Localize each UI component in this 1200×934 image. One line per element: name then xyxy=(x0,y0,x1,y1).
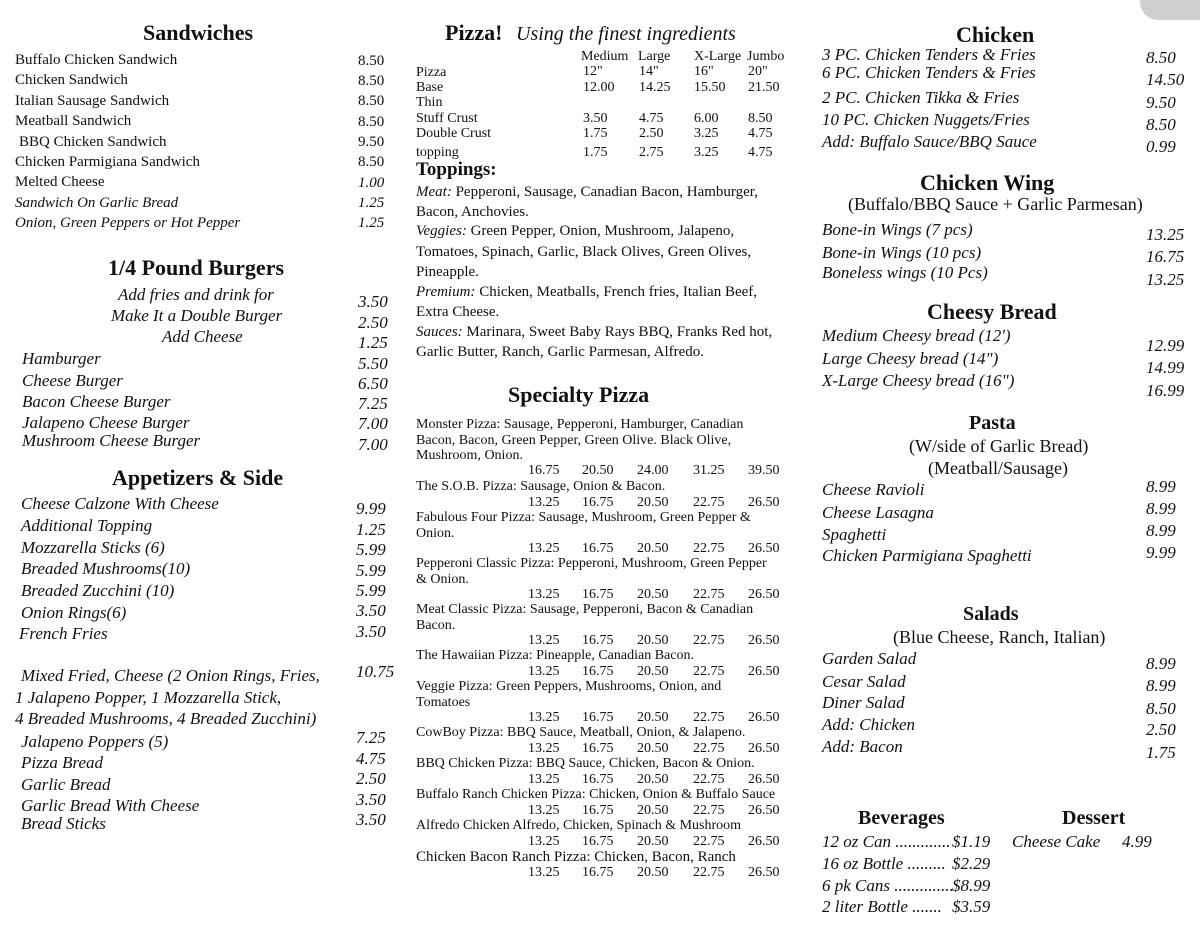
menu-item-name: Diner Salad xyxy=(822,693,905,712)
specialty-price: 16.75 xyxy=(582,802,614,818)
specialty-price: 26.50 xyxy=(748,802,780,818)
menu-item-name: X-Large Cheesy bread (16") xyxy=(822,371,1015,390)
specialty-price: 26.50 xyxy=(748,740,780,756)
pizza-row-price: 21.50 xyxy=(748,80,780,95)
specialty-price: 13.25 xyxy=(528,633,560,648)
menu-item-price: 7.00 xyxy=(358,414,388,433)
specialty-price: 20.50 xyxy=(637,771,669,787)
mixed-line-2: 1 Jalapeno Popper, 1 Mozzarella Stick, xyxy=(15,688,282,707)
menu-item-price: 12.99 xyxy=(1146,336,1185,355)
meat-line-1: Pepperoni, Sausage, Canadian Bacon, Hamburger, xyxy=(455,184,758,200)
menu-item-price: 1.75 xyxy=(1146,743,1176,762)
specialty-desc-line: Fabulous Four Pizza: Sausage, Mushroom, Green Pepper & xyxy=(416,510,751,525)
specialty-price: 16.75 xyxy=(528,463,560,478)
specialty-price: 31.25 xyxy=(693,463,725,478)
menu-item-price: 8.50 xyxy=(1146,699,1176,718)
menu-item-name: Garlic Bread xyxy=(21,775,111,794)
pizza-row-price: 4.75 xyxy=(639,111,664,126)
specialty-desc-line: Alfredo Chicken Alfredo, Chicken, Spinach & Mushroom xyxy=(416,818,742,833)
menu-item-name: 16 oz Bottle ......... xyxy=(822,854,946,873)
pizza-row-price: 6.00 xyxy=(694,111,719,126)
menu-item-name: BBQ Chicken Sandwich xyxy=(19,133,167,150)
pizza-row-price: 12.00 xyxy=(583,80,615,95)
menu-item-name: Mushroom Cheese Burger xyxy=(22,431,201,450)
specialty-price: 13.25 xyxy=(528,771,560,787)
menu-item-price: 16.75 xyxy=(1146,247,1185,266)
specialty-price: 16.75 xyxy=(582,740,614,756)
menu-item-price: 8.50 xyxy=(358,93,385,109)
menu-item-price: 1.25 xyxy=(356,520,386,539)
menu-item-name: Cheese Lasagna xyxy=(822,503,934,522)
menu-item-name: Jalapeno Cheese Burger xyxy=(22,413,190,432)
menu-item-name: Onion Rings(6) xyxy=(21,603,127,622)
menu-item-name: Buffalo Chicken Sandwich xyxy=(15,52,178,68)
menu-item-name: Onion, Green Peppers or Hot Pepper xyxy=(15,215,241,232)
mixed-line-1: Mixed Fried, Cheese (2 Onion Rings, Fries, xyxy=(21,666,320,685)
menu-item-name: Chicken Sandwich xyxy=(15,72,128,89)
sauces-line-2: Garlic Butter, Ranch, Garlic Parmesan, Alfredo. xyxy=(416,344,705,360)
menu-item-name: Bone-in Wings (7 pcs) xyxy=(822,220,973,239)
menu-item-price: 1.25 xyxy=(358,215,385,231)
menu-item-name: 3 PC. Chicken Tenders & Fries xyxy=(822,45,1036,64)
pizza-row-price: 3.50 xyxy=(583,111,608,126)
specialty-desc-line: Buffalo Ranch Chicken Pizza: Chicken, Onion & Buffalo Sauce xyxy=(416,787,776,802)
specialty-price: 22.75 xyxy=(693,494,725,510)
menu-item-name: 2 liter Bottle ....... xyxy=(822,897,942,916)
specialty-price: 16.75 xyxy=(582,771,614,787)
menu-item-name: Add: Buffalo Sauce/BBQ Sauce xyxy=(822,132,1037,151)
menu-item-name: Bacon Cheese Burger xyxy=(22,392,171,411)
specialty-desc-line: The Hawaiian Pizza: Pineapple, Canadian Bacon. xyxy=(416,648,694,663)
specialty-price: 20.50 xyxy=(582,463,614,478)
menu-item-price: 8.50 xyxy=(1146,115,1176,134)
menu-item-name: Breaded Zucchini (10) xyxy=(21,581,175,600)
menu-item-name: Cheese Ravioli xyxy=(822,480,925,499)
specialty-desc-line: Tomatoes xyxy=(416,694,471,710)
pizza-row-price: 2.50 xyxy=(639,126,664,141)
specialty-price: 22.75 xyxy=(693,587,725,602)
menu-item-price: $3.59 xyxy=(952,897,991,916)
pizza-row-price: 4.75 xyxy=(748,126,773,141)
specialty-price: 26.50 xyxy=(748,494,780,510)
menu-item-name: Spaghetti xyxy=(822,525,887,544)
menu-item-price: 8.99 xyxy=(1146,499,1176,518)
specialty-desc-line: The S.O.B. Pizza: Sausage, Onion & Bacon. xyxy=(416,479,666,494)
pizza-row-label: Pizza xyxy=(416,65,447,80)
premium-line-1: Chicken, Meatballs, French fries, Italian Beef, xyxy=(479,284,758,300)
menu-item-name: Cheese Burger xyxy=(22,371,123,390)
menu-item-price: 0.99 xyxy=(1146,137,1176,156)
dessert-item-price: 4.99 xyxy=(1122,832,1152,851)
pizza-row-label: Thin xyxy=(416,95,443,110)
menu-item-price: 1.25 xyxy=(358,333,388,352)
menu-item-price: 8.99 xyxy=(1146,654,1176,673)
pizza-row-label: Stuff Crust xyxy=(416,111,478,126)
menu-item-name: Garlic Bread With Cheese xyxy=(21,796,200,815)
specialty-price: 13.25 xyxy=(528,740,560,756)
specialty-price: 13.25 xyxy=(528,802,560,818)
pizza-row-price: 4.75 xyxy=(748,145,773,160)
beverages-title: Beverages xyxy=(858,807,945,829)
menu-item-price: 2.50 xyxy=(356,769,386,788)
menu-item-name: Bone-in Wings (10 pcs) xyxy=(822,243,982,262)
menu-item-price: 7.25 xyxy=(356,728,386,747)
specialty-price: 16.75 xyxy=(582,710,614,725)
veg-line-2: Tomatoes, Spinach, Garlic, Black Olives, Green Olives, xyxy=(416,244,752,260)
specialty-price: 13.25 xyxy=(528,541,560,556)
menu-item-name: Cheese Calzone With Cheese xyxy=(21,494,219,513)
specialty-price: 20.50 xyxy=(637,587,669,602)
menu-item-name: 6 PC. Chicken Tenders & Fries xyxy=(822,63,1036,82)
specialty-price: 16.75 xyxy=(582,864,614,880)
pizza-row-price: 1.75 xyxy=(583,145,608,160)
menu-item-name: Chicken Parmigiana Sandwich xyxy=(15,154,200,170)
menu-item-name: Hamburger xyxy=(22,349,101,368)
chicken-title: Chicken xyxy=(956,22,1035,47)
burgers-title: 1/4 Pound Burgers xyxy=(108,255,285,280)
menu-item-price: $8.99 xyxy=(952,876,991,895)
menu-item-price: 8.99 xyxy=(1146,521,1176,540)
specialty-price: 22.75 xyxy=(693,710,725,725)
specialty-price: 20.50 xyxy=(637,663,669,679)
mixed-price: 10.75 xyxy=(356,662,395,681)
toppings-title: Toppings: xyxy=(416,159,497,180)
menu-item-price: 2.50 xyxy=(1146,720,1176,739)
appetizers-title: Appetizers & Side xyxy=(112,465,284,490)
dessert-item-name: Cheese Cake xyxy=(1012,832,1101,851)
menu-item-name: Mozzarella Sticks (6) xyxy=(21,538,165,557)
specialty-price: 20.50 xyxy=(637,541,669,556)
salads-subtitle: (Blue Cheese, Ranch, Italian) xyxy=(893,627,1106,647)
menu-item-price: 3.50 xyxy=(356,810,386,829)
dessert-title: Dessert xyxy=(1062,807,1126,829)
pasta-title: Pasta xyxy=(969,412,1016,434)
sauces-label: Sauces: xyxy=(416,324,463,340)
size-inches: 12" xyxy=(583,64,603,79)
menu-item-price: 1.25 xyxy=(358,195,385,211)
menu-item-name: Add: Chicken xyxy=(822,715,915,734)
menu-item-name: Pizza Bread xyxy=(21,753,104,772)
pasta-sub-1: (W/side of Garlic Bread) xyxy=(909,436,1089,456)
menu-item-price: 8.50 xyxy=(1146,48,1176,67)
veg-line-1: Green Pepper, Onion, Mushroom, Jalapeno, xyxy=(470,223,735,239)
menu-item-price: 5.99 xyxy=(356,540,386,559)
sandwiches-title: Sandwiches xyxy=(143,20,254,45)
menu-item-name: Bread Sticks xyxy=(21,814,106,833)
menu-item-price: 7.25 xyxy=(358,394,388,413)
menu-item-name: Meatball Sandwich xyxy=(15,113,132,130)
specialty-price: 22.75 xyxy=(693,633,725,648)
menu-item-price: 5.50 xyxy=(358,354,388,373)
specialty-price: 22.75 xyxy=(693,833,725,849)
specialty-desc-line: Mushroom, Onion. xyxy=(416,448,523,463)
specialty-price: 22.75 xyxy=(693,802,725,818)
specialty-price: 13.25 xyxy=(528,587,560,602)
pizza-row-label: Base xyxy=(416,80,444,95)
specialty-price: 22.75 xyxy=(693,663,725,679)
menu-item-name: Breaded Mushrooms(10) xyxy=(21,559,191,578)
menu-item-price: 8.50 xyxy=(358,73,385,89)
premium-line-2: Extra Cheese. xyxy=(416,304,500,320)
specialty-desc-line: Monster Pizza: Sausage, Pepperoni, Hamburger, Canadian xyxy=(416,417,744,432)
menu-item-price: $1.19 xyxy=(952,832,991,851)
menu-item-name: Make It a Double Burger xyxy=(111,306,283,325)
specialty-title: Specialty Pizza xyxy=(508,382,650,407)
menu-item-price: 9.99 xyxy=(1146,543,1176,562)
pizza-row-label: topping xyxy=(416,145,459,160)
scroll-corner-tab xyxy=(1140,0,1200,20)
menu-item-name: 12 oz Can ............. xyxy=(822,832,951,851)
menu-item-price: 4.75 xyxy=(356,749,386,768)
menu-item-price: 3.50 xyxy=(358,292,388,311)
pizza-row-price: 1.75 xyxy=(583,126,608,141)
specialty-desc-line: Pepperoni Classic Pizza: Pepperoni, Mushroom, Green Pepper xyxy=(416,556,767,571)
specialty-desc-line: Chicken Bacon Ranch Pizza: Chicken, Bacon, Ranch xyxy=(416,849,736,865)
size-header: Jumbo xyxy=(747,49,785,64)
menu-item-name: Medium Cheesy bread (12') xyxy=(822,326,1011,345)
menu-item-name: French Fries xyxy=(19,624,108,643)
veg-label: Veggies: xyxy=(416,223,467,239)
specialty-price: 13.25 xyxy=(528,494,560,510)
specialty-desc-line: Bacon, Bacon, Green Pepper, Green Olive. Black Olive, xyxy=(416,432,732,448)
menu-item-name: 10 PC. Chicken Nuggets/Fries xyxy=(822,110,1030,129)
meat-line-2: Bacon, Anchovies. xyxy=(416,204,529,220)
pizza-row-label: Double Crust xyxy=(416,126,492,141)
menu-item-name: Large Cheesy bread (14") xyxy=(822,349,999,368)
specialty-price: 22.75 xyxy=(693,740,725,756)
menu-item-name: Add fries and drink for xyxy=(118,285,274,304)
menu-item-price: 2.50 xyxy=(358,313,388,332)
menu-item-name: Sandwich On Garlic Bread xyxy=(15,194,179,211)
specialty-price: 22.75 xyxy=(693,771,725,787)
pizza-row-price: 14.25 xyxy=(639,80,671,95)
specialty-price: 39.50 xyxy=(748,463,780,478)
menu-item-name: Additional Topping xyxy=(21,516,153,535)
menu-item-price: 9.50 xyxy=(1146,93,1176,112)
menu-item-name: Boneless wings (10 Pcs) xyxy=(822,263,988,282)
menu-item-price: 7.00 xyxy=(358,435,388,454)
cheesy-title: Cheesy Bread xyxy=(927,299,1057,324)
wings-subtitle: (Buffalo/BBQ Sauce + Garlic Parmesan) xyxy=(848,194,1143,214)
specialty-price: 20.50 xyxy=(637,494,669,510)
size-header: Medium xyxy=(581,49,629,64)
menu-item-price: 8.99 xyxy=(1146,676,1176,695)
specialty-price: 26.50 xyxy=(748,541,780,556)
specialty-price: 22.75 xyxy=(693,864,725,880)
specialty-price: 20.50 xyxy=(637,864,669,880)
specialty-price: 16.75 xyxy=(582,633,614,648)
menu-item-name: Cesar Salad xyxy=(822,672,906,691)
menu-item-name: Jalapeno Poppers (5) xyxy=(21,732,169,751)
menu-item-name: Add Cheese xyxy=(162,327,243,346)
menu-item-price: $2.29 xyxy=(952,854,991,873)
pizza-row-price: 2.75 xyxy=(639,145,664,160)
menu-item-name: Melted Cheese xyxy=(15,174,105,191)
menu-item-price: 3.50 xyxy=(356,622,386,641)
specialty-price: 13.25 xyxy=(528,710,560,725)
specialty-desc-line: & Onion. xyxy=(416,571,469,587)
pizza-subtitle: Using the finest ingredients xyxy=(516,23,736,45)
specialty-price: 26.50 xyxy=(748,587,780,602)
specialty-price: 22.75 xyxy=(693,541,725,556)
menu-item-price: 13.25 xyxy=(1146,225,1185,244)
menu-item-price: 8.99 xyxy=(1146,477,1176,496)
specialty-price: 13.25 xyxy=(528,833,560,849)
specialty-price: 26.50 xyxy=(748,771,780,787)
specialty-desc-line: Onion. xyxy=(416,525,455,541)
specialty-desc-line: Meat Classic Pizza: Sausage, Pepperoni, Bacon & Canadian xyxy=(416,602,754,617)
specialty-price: 13.25 xyxy=(528,864,560,880)
specialty-price: 26.50 xyxy=(748,663,780,679)
specialty-price: 26.50 xyxy=(748,833,780,849)
specialty-price: 26.50 xyxy=(748,864,780,880)
menu-item-price: 8.50 xyxy=(358,114,385,130)
specialty-price: 16.75 xyxy=(582,541,614,556)
pizza-row-price: 3.25 xyxy=(694,126,719,141)
menu-item-price: 16.99 xyxy=(1146,381,1185,400)
pizza-row-price: 3.25 xyxy=(694,145,719,160)
specialty-price: 16.75 xyxy=(582,494,614,510)
specialty-price: 20.50 xyxy=(637,833,669,849)
menu-item-name: Chicken Parmigiana Spaghetti xyxy=(822,546,1032,565)
menu-item-price: 6.50 xyxy=(358,374,388,393)
pizza-row-price: 8.50 xyxy=(748,111,773,126)
specialty-price: 20.50 xyxy=(637,740,669,756)
menu-item-price: 14.99 xyxy=(1146,358,1185,377)
specialty-price: 26.50 xyxy=(748,710,780,725)
size-inches: 20" xyxy=(748,64,768,79)
salads-title: Salads xyxy=(963,603,1019,625)
specialty-desc-line: Veggie Pizza: Green Peppers, Mushrooms, Onion, and xyxy=(416,679,722,694)
menu-item-price: 5.99 xyxy=(356,561,386,580)
menu-item-name: Add: Bacon xyxy=(822,737,903,756)
sauces-line-1: Marinara, Sweet Baby Rays BBQ, Franks Red hot, xyxy=(466,324,773,340)
wings-title: Chicken Wing xyxy=(920,170,1055,195)
specialty-desc-line: CowBoy Pizza: BBQ Sauce, Meatball, Onion, & Jalapeno. xyxy=(416,725,746,740)
pizza-row-price: 15.50 xyxy=(694,80,726,95)
menu-item-price: 9.99 xyxy=(356,499,386,518)
specialty-price: 26.50 xyxy=(748,633,780,648)
mixed-line-3: 4 Breaded Mushrooms, 4 Breaded Zucchini) xyxy=(15,709,317,728)
menu-item-price: 3.50 xyxy=(356,790,386,809)
menu-item-price: 9.50 xyxy=(358,134,385,150)
size-header: Large xyxy=(638,49,671,64)
specialty-price: 13.25 xyxy=(528,663,560,679)
menu-item-price: 14.50 xyxy=(1146,70,1185,89)
specialty-price: 20.50 xyxy=(637,633,669,648)
menu-item-name: Garden Salad xyxy=(822,649,917,668)
menu-item-price: 3.50 xyxy=(356,601,386,620)
specialty-price: 16.75 xyxy=(582,833,614,849)
size-header: X-Large xyxy=(694,49,742,64)
pasta-sub-2: (Meatball/Sausage) xyxy=(928,458,1068,478)
menu-item-price: 8.50 xyxy=(358,53,385,69)
menu-item-name: 6 pk Cans .............. xyxy=(822,876,954,895)
veg-line-3: Pineapple. xyxy=(416,264,479,280)
specialty-price: 16.75 xyxy=(582,663,614,679)
menu-item-price: 5.99 xyxy=(356,581,386,600)
specialty-desc-line: BBQ Chicken Pizza: BBQ Sauce, Chicken, Bacon & Onion. xyxy=(416,756,755,771)
specialty-price: 20.50 xyxy=(637,802,669,818)
menu-item-name: Italian Sausage Sandwich xyxy=(15,92,170,109)
premium-label: Premium: xyxy=(416,284,476,300)
specialty-price: 16.75 xyxy=(582,587,614,602)
size-inches: 16" xyxy=(694,64,714,79)
size-inches: 14" xyxy=(639,64,659,79)
specialty-price: 20.50 xyxy=(637,710,669,725)
menu-item-price: 8.50 xyxy=(358,154,385,170)
menu-item-price: 13.25 xyxy=(1146,270,1185,289)
meat-label: Meat: xyxy=(416,184,452,200)
menu-item-name: 2 PC. Chicken Tikka & Fries xyxy=(822,88,1020,107)
pizza-title: Pizza! xyxy=(445,20,503,45)
specialty-price: 24.00 xyxy=(637,463,669,478)
specialty-desc-line: Bacon. xyxy=(416,617,456,633)
menu-item-price: 1.00 xyxy=(358,175,385,191)
